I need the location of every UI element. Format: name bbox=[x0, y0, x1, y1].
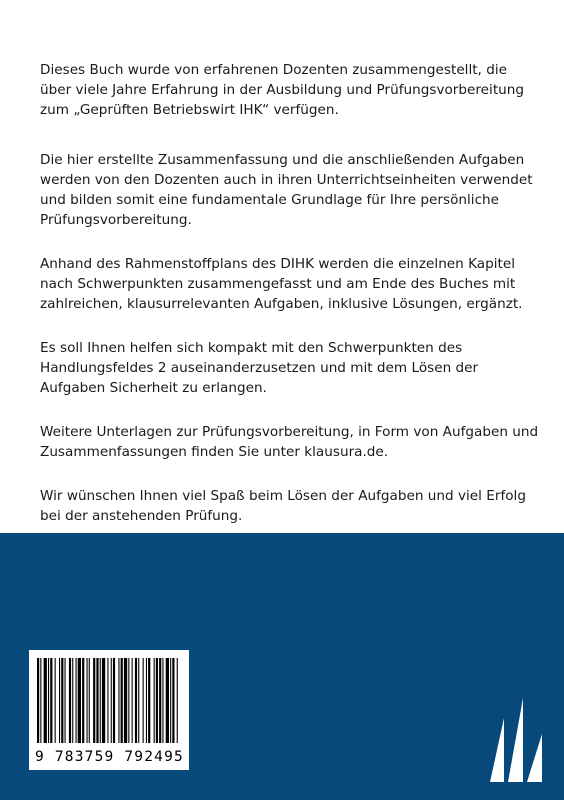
paragraph-wishes: Wir wünschen Ihnen viel Spaß beim Lösen der Aufgaben und viel Erfolg bei der anstehenden Prüfung. bbox=[40, 488, 526, 524]
back-cover-text bbox=[40, 60, 540, 550]
paragraph-purpose: Es soll Ihnen helfen sich kompakt mit den Schwerpunkten des Handlungsfeldes 2 auseinanderzusetzen und mit dem Lösen der Aufgaben Sicherheit zu erlangen. bbox=[40, 340, 479, 396]
barcode-bars bbox=[37, 658, 181, 743]
isbn-barcode bbox=[29, 650, 189, 770]
paragraph-summary: Die hier erstellte Zusammenfassung und die anschließenden Aufgaben werden von den Dozenten auch in ihren Unterrichtseinheiten verwendet und bilden somit eine fundamentale Grundlage für Ihre persönliche Prüfungsvorbereitung. bbox=[40, 152, 533, 228]
paragraph-more-resources: Weitere Unterlagen zur Prüfungsvorbereitung, in Form von Aufgaben und Zusammenfassungen finden Sie unter klausura.de. bbox=[40, 424, 539, 460]
publisher-logo-icon bbox=[488, 694, 544, 784]
paragraph-intro: Dieses Buch wurde von erfahrenen Dozenten zusammengestellt, die über viele Jahre Erfahrung in der Ausbildung und Prüfungsvorbereitung zum „Geprüften Betriebswirt IHK“ verfügen. bbox=[40, 62, 525, 118]
isbn-number: 9 783759 792495 bbox=[35, 749, 184, 765]
paragraph-structure: Anhand des Rahmenstoffplans des DIHK werden die einzelnen Kapitel nach Schwerpunkten zusammengefasst und am Ende des Buches mit zahlreichen, klausurrelevanten Aufgaben, inklusive Lösungen, ergänzt. bbox=[40, 256, 523, 312]
